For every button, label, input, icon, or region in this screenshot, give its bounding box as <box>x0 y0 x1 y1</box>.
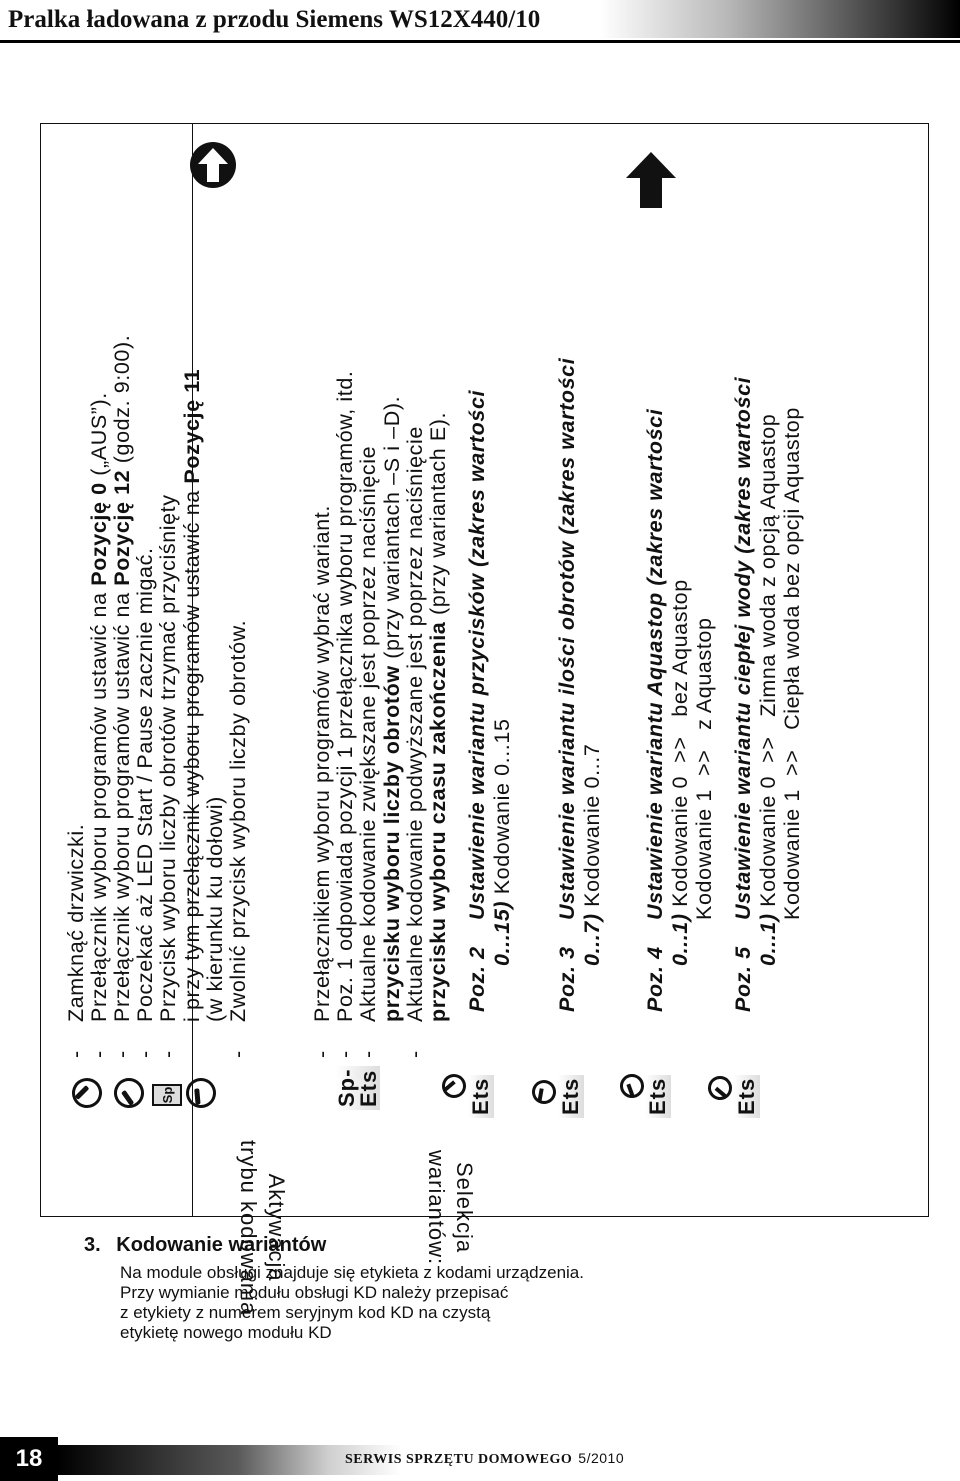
text-run: Aktualne kodowanie podwyższane jest poprzez naciśnięcie <box>403 426 427 1022</box>
text-run: (przy wariantach –S i –D). <box>380 395 404 666</box>
table-edge-left <box>40 124 41 1216</box>
selection-label <box>422 1150 478 1265</box>
text-run: 0...7) <box>580 913 604 1012</box>
variant-line <box>756 414 781 1012</box>
text-run: Poz. 3 Ustawienie wariantu ilości obrotów (zakres wartości <box>555 357 579 1012</box>
text-run: przycisku wyboru liczby obrotów <box>380 665 404 1022</box>
variant-line <box>555 358 580 1012</box>
text-run: Przycisk wyboru liczby obrotów trzymać przyciśnięty <box>156 494 180 1022</box>
bullet-dash: - <box>226 1050 250 1058</box>
ets-label: Ets <box>734 1075 760 1118</box>
sp-ets-label: Sp- Ets <box>336 1066 380 1110</box>
text-run: Poz. 2 Ustawienie wariantu przycisków (zakres wartości <box>465 389 489 1012</box>
text-run: Pozycję 0 <box>87 482 111 586</box>
selection-label-line2: wariantów: <box>424 1150 449 1266</box>
header-gradient-bar <box>600 0 960 38</box>
ets-label: Ets <box>468 1075 494 1118</box>
text-run: (godz. 9:00). <box>110 334 134 470</box>
text-run: Pozycję 11 <box>180 368 204 484</box>
activation-step <box>64 824 89 1058</box>
bullet-dash: - <box>64 1050 88 1058</box>
text-run: i przy tym przełącznik wyboru programów ustawić na <box>180 483 204 1022</box>
text-run: Poczekać aż LED Start / Pause zacznie migać. <box>133 547 157 1022</box>
activation-step <box>87 392 112 1058</box>
text-run: Poz. 1 odpowiada pozycji 1 przełącznika wyboru programów, itd. <box>333 370 357 1022</box>
page-header <box>0 0 960 44</box>
ets-label: Ets <box>558 1075 584 1118</box>
activation-step <box>226 620 251 1058</box>
text-run: Aktualne kodowanie zwiększane jest poprzez naciśnięcie <box>356 445 380 1022</box>
bullet-dash: - <box>133 1050 157 1058</box>
variant-line <box>490 719 515 1013</box>
text-run: Poz. 5 Ustawienie wariantu ciepłej wody (zakres wartości <box>731 376 755 1012</box>
variant-line <box>580 744 605 1012</box>
selection-step <box>426 412 451 1022</box>
variant-line <box>692 617 717 1012</box>
text-run: 0...15) <box>490 900 514 1012</box>
variant-line <box>465 390 490 1012</box>
activation-step <box>133 547 158 1058</box>
bullet-dash: - <box>110 1050 134 1058</box>
selection-step <box>310 505 335 1058</box>
selection-label-line1: Selekcja <box>452 1162 477 1254</box>
text-run: Zwolnić przycisk wyboru liczby obrotów. <box>226 619 250 1022</box>
activation-label-line1: Aktywacja <box>264 1173 289 1282</box>
text-run: 0...1) <box>756 913 780 1012</box>
variant-line <box>668 579 693 1012</box>
publication-name <box>345 1450 624 1468</box>
variant-line <box>643 409 668 1012</box>
ets-label: Ets <box>645 1075 671 1118</box>
page-footer <box>0 1437 960 1481</box>
spin-button-icon: Sp <box>152 1084 182 1106</box>
text-run: Przełącznik wyboru programów ustawić na <box>110 585 134 1022</box>
text-run: Przełącznik wyboru programów ustawić na <box>87 585 111 1022</box>
header-rule <box>0 40 960 43</box>
section-number: 3. <box>84 1234 101 1256</box>
selection-step <box>380 396 405 1022</box>
variant-line <box>780 407 805 1012</box>
bullet-dash: - <box>333 1050 357 1058</box>
text-run: Poz. 4 Ustawienie wariantu Aquastop (zakres wartości <box>643 408 667 1012</box>
section-line: Na module obsługi znajduje się etykieta z kodami urządzenia. <box>120 1263 584 1282</box>
activation-step <box>180 369 205 1022</box>
text-run: Zamknąć drzwiczki. <box>64 823 88 1022</box>
text-run: („AUS”). <box>87 392 111 483</box>
text-run: (przy wariantach E). <box>426 411 450 622</box>
bullet-dash: - <box>356 1050 380 1058</box>
selection-step <box>333 371 358 1058</box>
text-run: Kodowanie 1 >> z Aquastop <box>692 617 716 1012</box>
bullet-dash: - <box>87 1050 111 1058</box>
activation-step <box>110 335 135 1058</box>
arrow-up-circle-icon <box>188 140 238 190</box>
page-number: 18 <box>0 1437 58 1481</box>
selection-step <box>403 426 428 1058</box>
bullet-dash: - <box>403 1050 427 1058</box>
text-run: 0...1) <box>668 913 692 1012</box>
publication-issue: 5/2010 <box>578 1450 625 1466</box>
bullet-dash: - <box>156 1050 180 1058</box>
section-line: etykietę nowego modułu KD <box>120 1323 332 1342</box>
arrow-up-icon <box>624 150 678 210</box>
page-title: Pralka ładowana z przodu Siemens WS12X440/10 <box>8 6 541 33</box>
section-heading <box>84 1234 326 1257</box>
selection-step <box>356 446 381 1058</box>
bullet-dash: - <box>310 1050 334 1058</box>
activation-label-line2: trybu kodowania <box>236 1140 261 1316</box>
text-run: Przełącznikiem wyboru programów wybrać wariant. <box>310 505 334 1022</box>
variant-line <box>731 377 756 1012</box>
activation-step <box>156 494 181 1058</box>
section-line: z etykiety z numerem seryjnym kod KD na czystą <box>120 1303 491 1322</box>
text-run: (w kierunku ku dołowi) <box>203 796 227 1022</box>
text-run: Kodowanie 0...15 <box>490 718 514 901</box>
publication-title: SERWIS SPRZĘTU DOMOWEGO <box>345 1452 573 1467</box>
section-line: Przy wymianie modułu obsługi KD należy przepisać <box>120 1283 509 1302</box>
activation-step <box>203 796 228 1022</box>
text-run: przycisku wyboru czasu zakończenia <box>426 621 450 1022</box>
text-run: Kodowanie 0 >> bez Aquastop <box>668 579 692 914</box>
text-run: Kodowanie 0 >> Zimna woda z opcją Aquastop <box>756 413 780 914</box>
text-run: Pozycję 12 <box>110 469 134 586</box>
section-title: Kodowanie wariantów <box>116 1234 327 1256</box>
text-run: Kodowanie 1 >> Ciepła woda bez opcji Aquastop <box>780 407 804 1012</box>
text-run: Kodowanie 0...7 <box>580 743 604 914</box>
